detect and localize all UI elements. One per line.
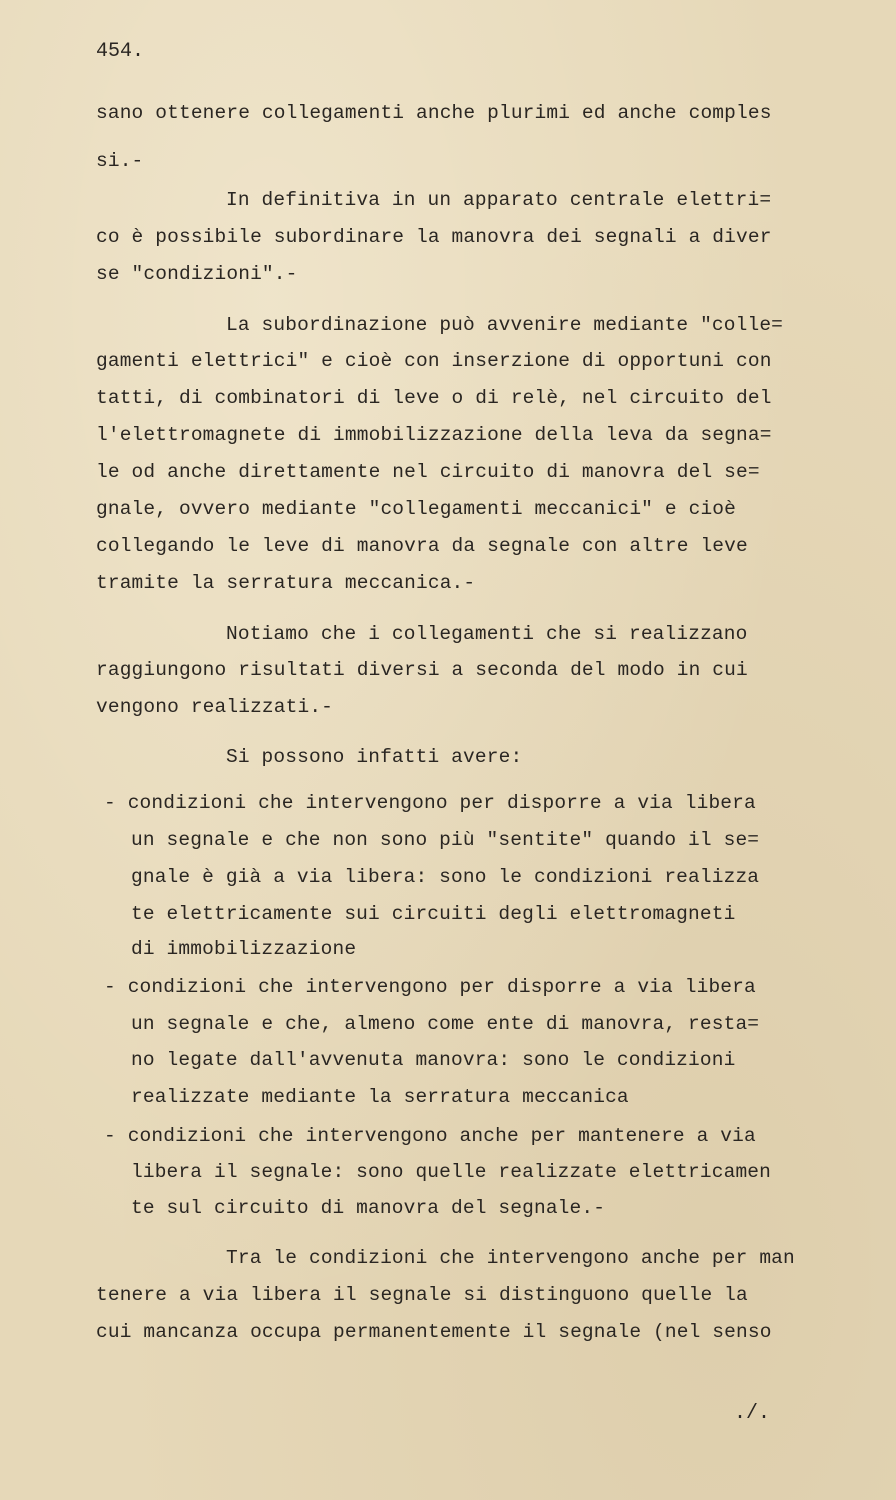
- text-line: gnale, ovvero mediante "collegamenti meccanici" e cioè: [96, 498, 737, 520]
- text-line: le od anche direttamente nel circuito di manovra del se=: [96, 461, 760, 483]
- list-item-line: te sul circuito di manovra del segnale.-: [131, 1197, 606, 1219]
- list-item-line: te elettricamente sui circuiti degli elettromagneti: [131, 903, 736, 925]
- text-line: raggiungono risultati diversi a seconda del modo in cui: [96, 659, 748, 681]
- text-line: vengono realizzati.-: [96, 696, 334, 718]
- continuation-mark: ./.: [734, 1402, 771, 1425]
- list-item-line: - condizioni che intervengono per disporre a via libera: [104, 792, 756, 814]
- text-line: In definitiva in un apparato centrale elettri=: [226, 189, 772, 211]
- list-item-line: gnale è già a via libera: sono le condizioni realizza: [131, 866, 760, 888]
- text-line: tatti, di combinatori di leve o di relè, nel circuito del: [96, 387, 772, 409]
- text-line: collegando le leve di manovra da segnale con altre leve: [96, 535, 748, 557]
- text-line: si.-: [96, 150, 144, 172]
- text-line: Notiamo che i collegamenti che si realizzano: [226, 623, 748, 645]
- list-item-line: no legate dall'avvenuta manovra: sono le condizioni: [131, 1049, 736, 1071]
- text-line: Tra le condizioni che intervengono anche per man: [226, 1247, 795, 1269]
- list-item-line: libera il segnale: sono quelle realizzate elettricamen: [131, 1161, 772, 1183]
- list-item-line: - condizioni che intervengono anche per mantenere a via: [104, 1125, 756, 1147]
- text-line: Si possono infatti avere:: [226, 746, 523, 768]
- list-item-line: - condizioni che intervengono per disporre a via libera: [104, 976, 756, 998]
- list-item-line: un segnale e che non sono più "sentite" quando il se=: [131, 829, 760, 851]
- list-item-line: di immobilizzazione: [131, 938, 357, 960]
- text-line: l'elettromagnete di immobilizzazione della leva da segna=: [96, 424, 772, 446]
- text-line: sano ottenere collegamenti anche plurimi ed anche comples: [96, 102, 772, 124]
- page-number: 454.: [96, 40, 145, 63]
- text-line: se "condizioni".-: [96, 263, 298, 285]
- text-line: La subordinazione può avvenire mediante "colle=: [226, 314, 784, 336]
- text-line: gamenti elettrici" e cioè con inserzione di opportuni con: [96, 350, 772, 372]
- list-item-line: realizzate mediante la serratura meccanica: [131, 1086, 629, 1108]
- text-line: co è possibile subordinare la manovra dei segnali a diver: [96, 226, 772, 248]
- text-line: cui mancanza occupa permanentemente il segnale (nel senso: [96, 1321, 772, 1343]
- list-item-line: un segnale e che, almeno come ente di manovra, resta=: [131, 1013, 760, 1035]
- text-line: tramite la serratura meccanica.-: [96, 572, 476, 594]
- text-line: tenere a via libera il segnale si distinguono quelle la: [96, 1284, 748, 1306]
